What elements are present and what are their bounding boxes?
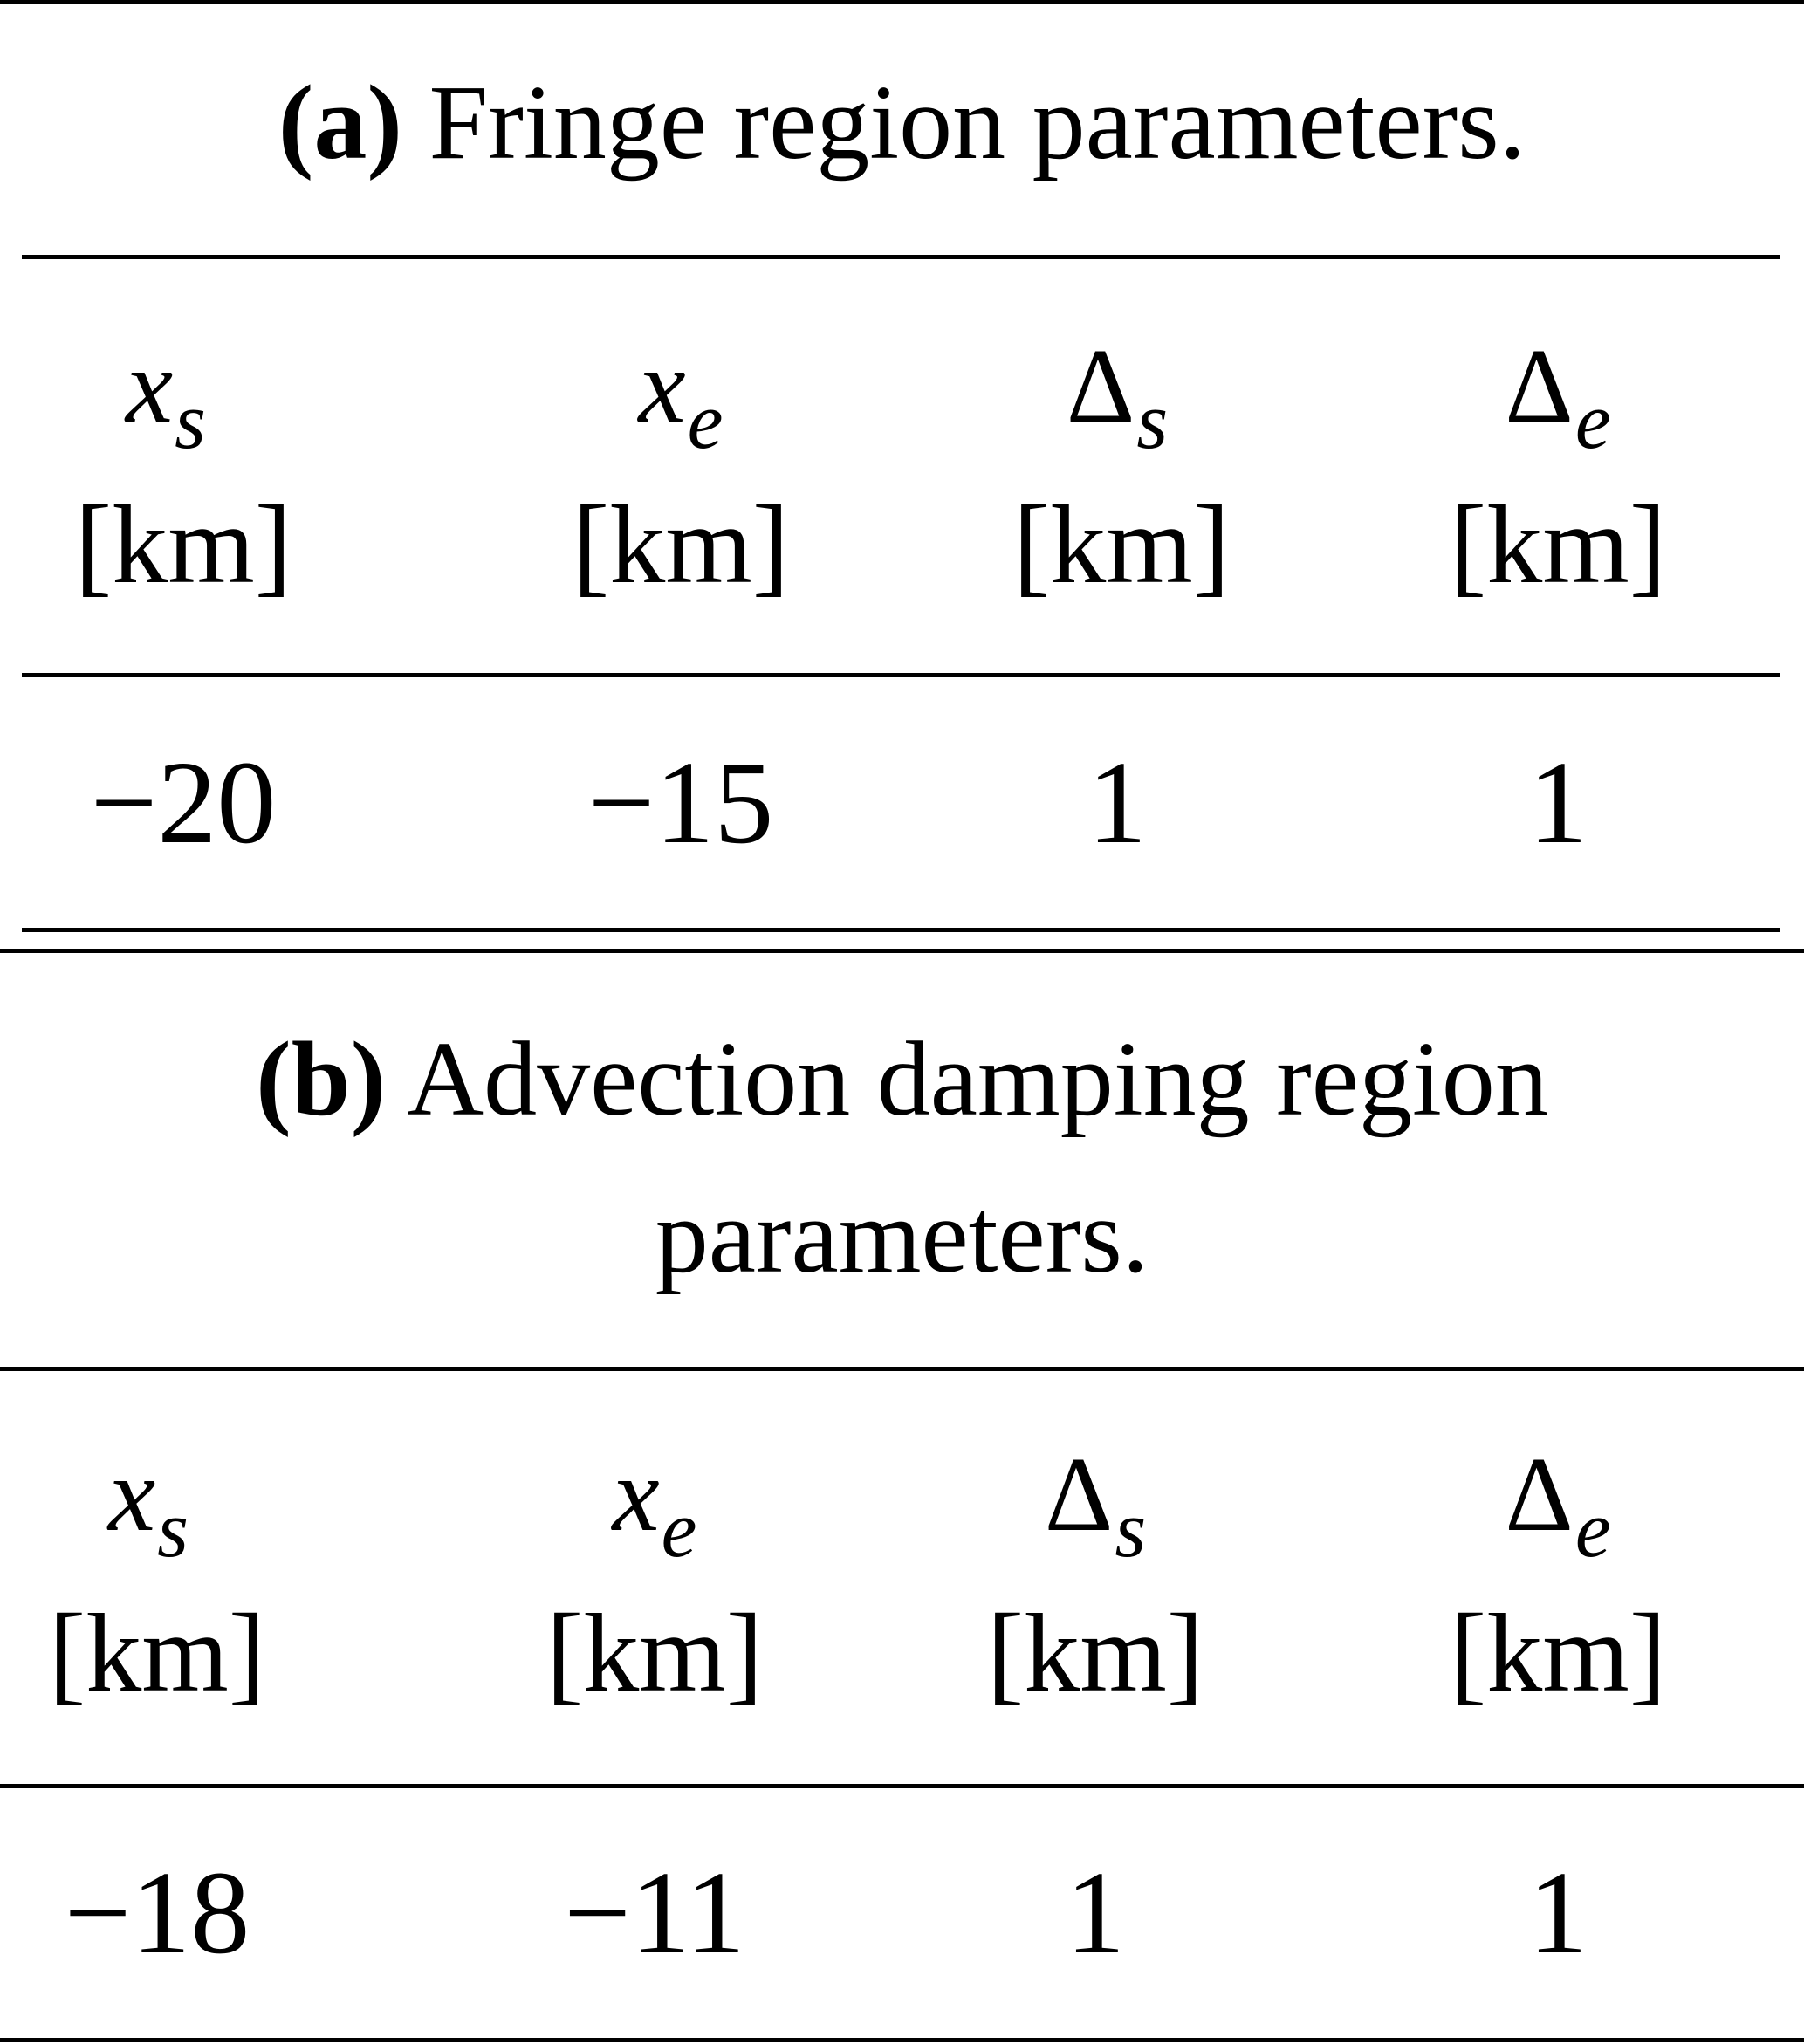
table-b-caption-text-line2: parameters. bbox=[655, 1177, 1149, 1295]
table-b-caption-label: (b) bbox=[256, 1020, 387, 1138]
table-b-col4-unit: [km] bbox=[1449, 1591, 1667, 1715]
tables-separator-rule bbox=[0, 949, 1804, 953]
table-b-value-delta-e: 1 bbox=[1528, 1848, 1588, 1979]
table-a-bottom-rule bbox=[22, 928, 1780, 932]
table-a-value-xe: −15 bbox=[587, 737, 774, 868]
table-a-col3-unit: [km] bbox=[1012, 483, 1231, 607]
table-a-col4-symbol: $\Delta_e$ bbox=[1505, 327, 1611, 465]
table-b-value-delta-s: 1 bbox=[1066, 1848, 1125, 1979]
table-b-value-xs: −18 bbox=[64, 1848, 250, 1979]
table-b-caption-text-line1: Advection damping region bbox=[407, 1020, 1548, 1138]
table-a-col1-unit: [km] bbox=[74, 483, 292, 607]
table-b-value-xe: −11 bbox=[564, 1848, 745, 1979]
table-b-col4-symbol: $\Delta_e$ bbox=[1505, 1436, 1611, 1574]
table-b-caption-line1 bbox=[0, 1020, 1804, 1138]
table-b-col1-symbol: $x_s$ bbox=[108, 1436, 189, 1574]
table-b-col2-unit: [km] bbox=[545, 1591, 764, 1715]
table-a-caption-label: (a) bbox=[278, 64, 402, 182]
table-b-col3-symbol: $\Delta_s$ bbox=[1044, 1436, 1147, 1574]
table-a-caption-text: Fringe region parameters. bbox=[429, 64, 1526, 182]
table-a-top-rule bbox=[0, 0, 1804, 4]
table-b-col3-unit: [km] bbox=[986, 1591, 1204, 1715]
table-a-header-top-rule bbox=[22, 255, 1780, 259]
table-a-col4-unit: [km] bbox=[1449, 483, 1667, 607]
table-a-caption bbox=[0, 64, 1804, 182]
table-a-col1-symbol: $x_s$ bbox=[126, 327, 206, 465]
table-a-col3-symbol: $\Delta_s$ bbox=[1066, 327, 1169, 465]
table-b-caption-line2 bbox=[0, 1177, 1804, 1295]
table-a-value-delta-e: 1 bbox=[1528, 737, 1588, 868]
table-a-header-bottom-rule bbox=[22, 673, 1780, 677]
table-b-bottom-rule bbox=[0, 2038, 1804, 2042]
table-b-col1-unit: [km] bbox=[48, 1591, 266, 1715]
table-b-header-bottom-rule bbox=[0, 1784, 1804, 1788]
table-b-header-top-rule bbox=[0, 1367, 1804, 1371]
table-a-value-delta-s: 1 bbox=[1087, 737, 1147, 868]
table-b-col2-symbol: $x_e$ bbox=[612, 1436, 697, 1574]
table-a-col2-unit: [km] bbox=[572, 483, 790, 607]
table-a-col2-symbol: $x_e$ bbox=[638, 327, 724, 465]
table-a-value-xs: −20 bbox=[90, 737, 277, 868]
